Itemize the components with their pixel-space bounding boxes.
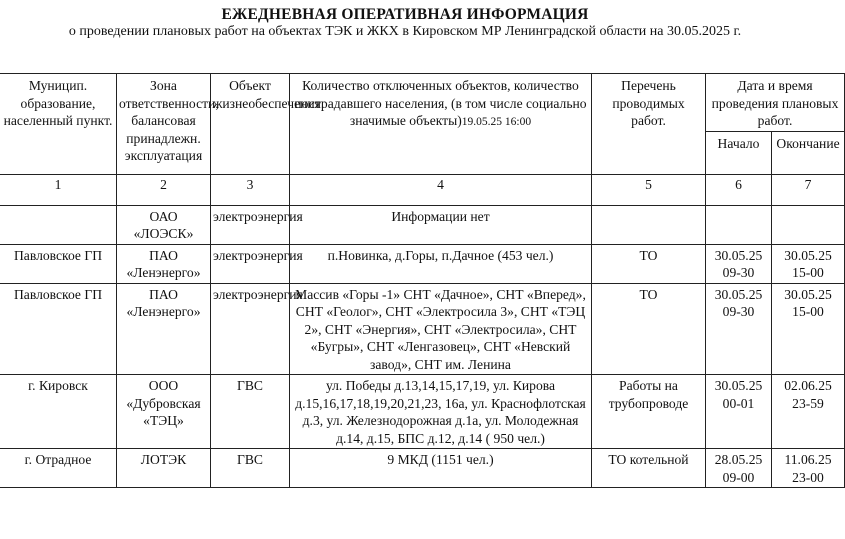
column-number: 5 [592, 174, 706, 205]
col-header-works: Перечень проводимых работ. [592, 74, 706, 175]
cell-end: 30.05.25 15-00 [772, 283, 845, 375]
col-header-start: Начало [706, 131, 772, 174]
cell-object: ГВС [211, 375, 290, 449]
cell-organization: ОАО «ЛОЭСК» [117, 205, 211, 244]
col-header-affected-main: Количество отключенных объектов, количество пострадавшего населения, (в том числе социально значимые объекты) [294, 78, 587, 128]
cell-end: 11.06.25 23-00 [772, 449, 845, 488]
cell-object: электроэнергия [211, 205, 290, 244]
cell-organization: ПАО «Ленэнерго» [117, 283, 211, 375]
cell-settlement: Павловское ГП [0, 244, 117, 283]
cell-works: ТО котельной [592, 449, 706, 488]
cell-settlement: г. Отрадное [0, 449, 117, 488]
cell-end: 02.06.25 23-59 [772, 375, 845, 449]
cell-start [706, 205, 772, 244]
cell-works: ТО [592, 283, 706, 375]
col-header-end: Окончание [772, 131, 845, 174]
column-number: 4 [290, 174, 592, 205]
cell-affected: п.Новинка, д.Горы, п.Дачное (453 чел.) [290, 244, 592, 283]
cell-affected: Информации нет [290, 205, 592, 244]
table-row [0, 205, 845, 244]
cell-works: ТО [592, 244, 706, 283]
table-row [0, 283, 845, 375]
column-number: 3 [211, 174, 290, 205]
report-title: ЕЖЕДНЕВНАЯ ОПЕРАТИВНАЯ ИНФОРМАЦИЯ [221, 6, 589, 23]
cell-start: 30.05.25 00-01 [706, 375, 772, 449]
col-header-settlement: Муницип. образование, населенный пункт. [0, 74, 117, 175]
cell-organization: ЛОТЭК [117, 449, 211, 488]
column-number-row [0, 174, 845, 205]
cell-end [772, 205, 845, 244]
cell-affected: 9 МКД (1151 чел.) [290, 449, 592, 488]
cell-works [592, 205, 706, 244]
cell-end: 30.05.25 15-00 [772, 244, 845, 283]
col-header-datetime: Дата и время проведения плановых работ. [706, 74, 845, 132]
works-table [0, 73, 845, 488]
cell-organization: ПАО «Ленэнерго» [117, 244, 211, 283]
cell-start: 30.05.25 09-30 [706, 244, 772, 283]
table-row [0, 375, 845, 449]
cell-object: электроэнергия [211, 244, 290, 283]
cell-settlement [0, 205, 117, 244]
col-header-affected-time: 19.05.25 16:00 [461, 116, 532, 128]
column-number: 2 [117, 174, 211, 205]
table-row [0, 449, 845, 488]
cell-settlement: г. Кировск [0, 375, 117, 449]
cell-affected: Массив «Горы -1» СНТ «Дачное», СНТ «Вперед», СНТ «Геолог», СНТ «Электросила 3», СНТ «ТЭЦ 2», СНТ «Энергия», СНТ «Электросила», СНТ «Бугры», СНТ «Ленгазовец», СНТ «Невский завод», СНТ им. Ленина [290, 283, 592, 375]
report-subtitle: о проведении плановых работ на объектах ТЭК и ЖКХ в Кировском МР Ленинградской области на 30.05.2025 г. [68, 24, 742, 39]
column-number: 7 [772, 174, 845, 205]
cell-organization: ООО «Дубровская «ТЭЦ» [117, 375, 211, 449]
cell-works: Работы на трубопроводе [592, 375, 706, 449]
cell-start: 28.05.25 09-00 [706, 449, 772, 488]
col-header-affected [290, 74, 592, 175]
column-number: 1 [0, 174, 117, 205]
table-header-row [0, 74, 845, 132]
col-header-organization: Зона ответственности, балансовая принадлежн. эксплуатация [117, 74, 211, 175]
cell-start: 30.05.25 09-30 [706, 283, 772, 375]
column-number: 6 [706, 174, 772, 205]
cell-object: электроэнергия [211, 283, 290, 375]
cell-object: ГВС [211, 449, 290, 488]
cell-settlement: Павловское ГП [0, 283, 117, 375]
table-row [0, 244, 845, 283]
cell-affected: ул. Победы д.13,14,15,17,19, ул. Кирова д.15,16,17,18,19,20,21,23, 16а, ул. Краснофлотская д.3, ул. Железнодорожная д.1а, ул. Молодежная д.14, д.15, БПС д.12, д.14 ( 950 чел.) [290, 375, 592, 449]
col-header-object: Объект жизнеобеспечения. [211, 74, 290, 175]
